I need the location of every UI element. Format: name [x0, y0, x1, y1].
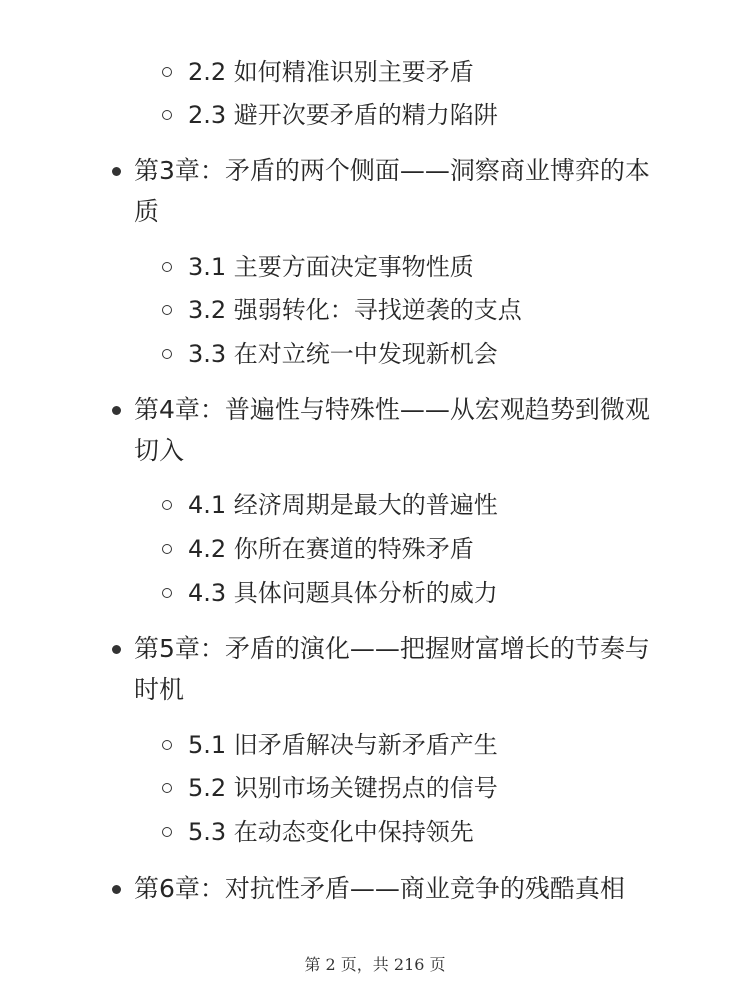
- hollow-bullet-icon: [162, 588, 172, 598]
- toc-chapter[interactable]: [112, 389, 672, 471]
- toc-subitem-text: 4.1 经济周期是最大的普遍性: [188, 491, 498, 519]
- hollow-bullet-icon: [162, 544, 172, 554]
- filled-bullet-icon: [112, 167, 121, 176]
- toc-subitem-text: 5.1 旧矛盾解决与新矛盾产生: [188, 731, 498, 759]
- toc-subitem-text: 2.3 避开次要矛盾的精力陷阱: [188, 101, 498, 129]
- hollow-bullet-icon: [162, 262, 172, 272]
- hollow-bullet-icon: [162, 500, 172, 510]
- toc-subitem-text: 4.2 你所在赛道的特殊矛盾: [188, 535, 474, 563]
- toc-chapter[interactable]: [112, 628, 672, 710]
- page-footer: 第 2 页，共 216 页: [304, 955, 446, 974]
- toc-subitem-text: 5.2 识别市场关键拐点的信号: [188, 774, 498, 802]
- hollow-bullet-icon: [162, 349, 172, 359]
- hollow-bullet-icon: [162, 110, 172, 120]
- toc-chapter[interactable]: [112, 868, 672, 909]
- hollow-bullet-icon: [162, 783, 172, 793]
- filled-bullet-icon: [112, 885, 121, 894]
- toc-subitem-text: 3.1 主要方面决定事物性质: [188, 253, 474, 281]
- hollow-bullet-icon: [162, 67, 172, 77]
- toc-subitem-text: 5.3 在动态变化中保持领先: [188, 818, 474, 846]
- hollow-bullet-icon: [162, 740, 172, 750]
- toc-subitem-text: 3.2 强弱转化：寻找逆袭的支点: [188, 296, 522, 324]
- toc-subitem-text: 3.3 在对立统一中发现新机会: [188, 340, 498, 368]
- hollow-bullet-icon: [162, 827, 172, 837]
- toc-subitem-text: 2.2 如何精准识别主要矛盾: [188, 58, 474, 86]
- toc-chapter[interactable]: [112, 150, 672, 232]
- filled-bullet-icon: [112, 645, 121, 654]
- toc-chapter-text: 第6章：对抗性矛盾——商业竞争的残酷真相: [134, 874, 625, 903]
- toc-chapter-text: 第4章：普遍性与特殊性——从宏观趋势到微观切入: [134, 395, 650, 465]
- toc-chapter-text: 第3章：矛盾的两个侧面——洞察商业博弈的本质: [134, 156, 650, 226]
- toc-chapter-text: 第5章：矛盾的演化——把握财富增长的节奏与时机: [134, 634, 650, 704]
- hollow-bullet-icon: [162, 305, 172, 315]
- toc-subitem-text: 4.3 具体问题具体分析的威力: [188, 579, 498, 607]
- filled-bullet-icon: [112, 406, 121, 415]
